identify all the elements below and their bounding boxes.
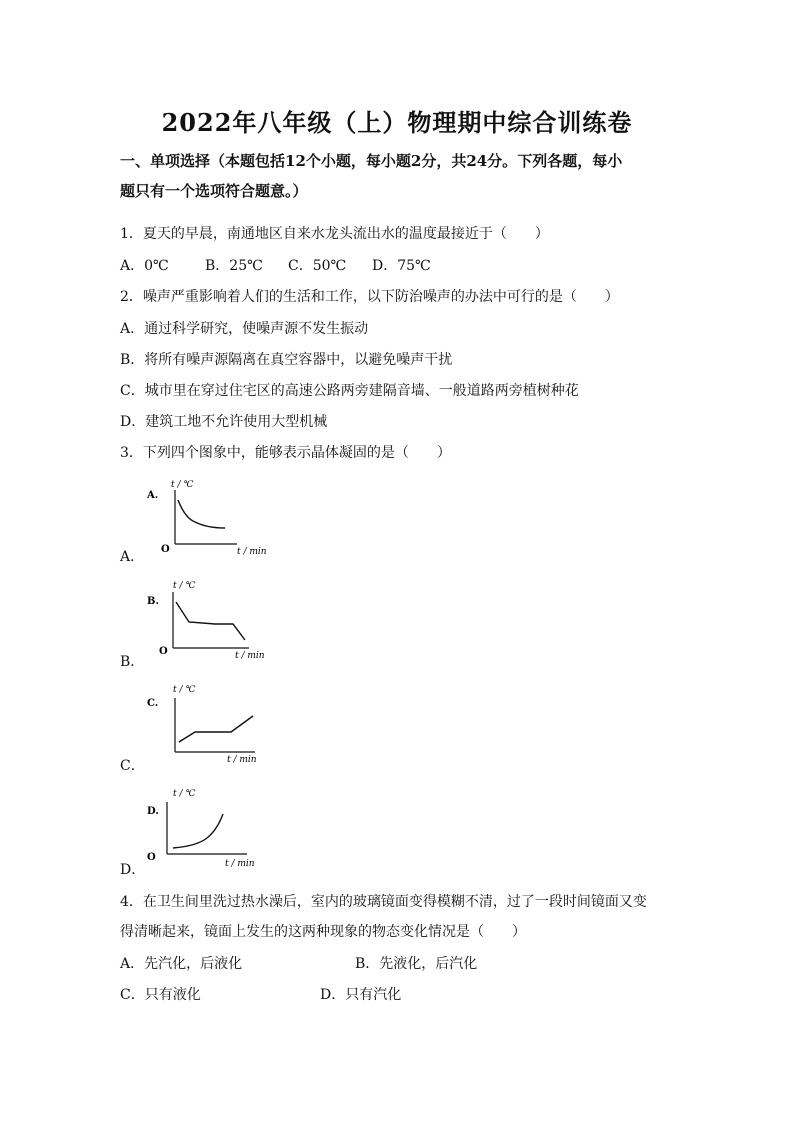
question-2-option-b: B．将所有噪声源隔离在真空容器中，以避免噪声干扰 [120,352,453,368]
graph-c [145,682,275,766]
graph-d-xlabel: t / min [225,859,255,869]
graph-b-xlabel: t / min [235,651,265,661]
page-title: 2022年八年级（上）物理期中综合训练卷 [161,108,633,137]
question-3-option-d-label: D． [120,862,146,878]
graph-c-svg [145,682,275,766]
question-2-option-c: C．城市里在穿过住宅区的高速公路两旁建隔音墙、一般道路两旁植树种花 [120,383,579,399]
graph-a-ylabel: t / ℃ [171,480,194,490]
question-3-option-c-label: C． [120,758,145,774]
question-1-option-d: D．75℃ [372,258,431,274]
graph-c-letter: C. [147,698,159,709]
question-1-option-b: B．25℃ [205,258,263,274]
graph-a [145,478,275,558]
graph-c-curve [179,716,253,742]
question-2-option-d: D．建筑工地不允许使用大型机械 [120,414,328,430]
question-3-option-a-label: A． [120,549,145,565]
graph-b-origin: O [159,646,168,657]
section-heading-line2: 题只有一个选项符合题意。） [120,182,308,200]
graph-d-letter: D. [147,806,159,817]
graph-b-svg [145,578,275,662]
graph-a-svg [145,478,275,558]
question-1-option-a: A．0℃ [120,258,169,274]
graph-c-ylabel: t / ℃ [173,685,196,695]
question-3-stem: 3．下列四个图象中，能够表示晶体凝固的是（ ） [120,445,451,461]
graph-b-ylabel: t / ℃ [173,581,196,591]
question-4-option-a: A．先汽化，后液化 [120,956,243,972]
graph-b-curve [176,602,245,640]
graph-b-letter: B. [147,596,159,607]
question-1-stem: 1．夏天的早晨，南通地区自来水龙头流出水的温度最接近于（ ） [120,226,549,242]
graph-b [145,578,275,662]
question-2-option-a: A．通过科学研究，使噪声源不发生振动 [120,321,369,337]
question-4-stem-line2: 得清晰起来，镜面上发生的这两种现象的物态变化情况是（ ） [120,924,526,940]
graph-a-curve [178,500,225,528]
graph-a-xlabel: t / min [237,547,267,557]
question-2-stem: 2．噪声严重影响着人们的生活和工作，以下防治噪声的办法中可行的是（ ） [120,289,619,305]
question-4-stem-line1: 4．在卫生间里洗过热水澡后，室内的玻璃镜面变得模糊不清，过了一段时间镜面又变 [120,894,647,910]
graph-d-origin: O [147,852,156,863]
graph-d-ylabel: t / ℃ [173,789,196,799]
question-4-option-c: C．只有液化 [120,987,201,1003]
graph-d [145,786,275,870]
graph-d-svg [145,786,275,870]
graph-d-curve [173,814,223,848]
graph-a-origin: O [161,544,170,555]
section-heading-line1: 一、单项选择（本题包括12个小题，每小题2分，共24分。下列各题，每小 [120,152,623,170]
graph-a-letter: A. [147,490,159,501]
question-4-option-d: D．只有汽化 [320,987,402,1003]
graph-c-xlabel: t / min [227,755,257,765]
question-4-option-b: B．先液化，后汽化 [355,956,478,972]
question-3-option-b-label: B． [120,654,145,670]
question-1-option-c: C．50℃ [288,258,347,274]
